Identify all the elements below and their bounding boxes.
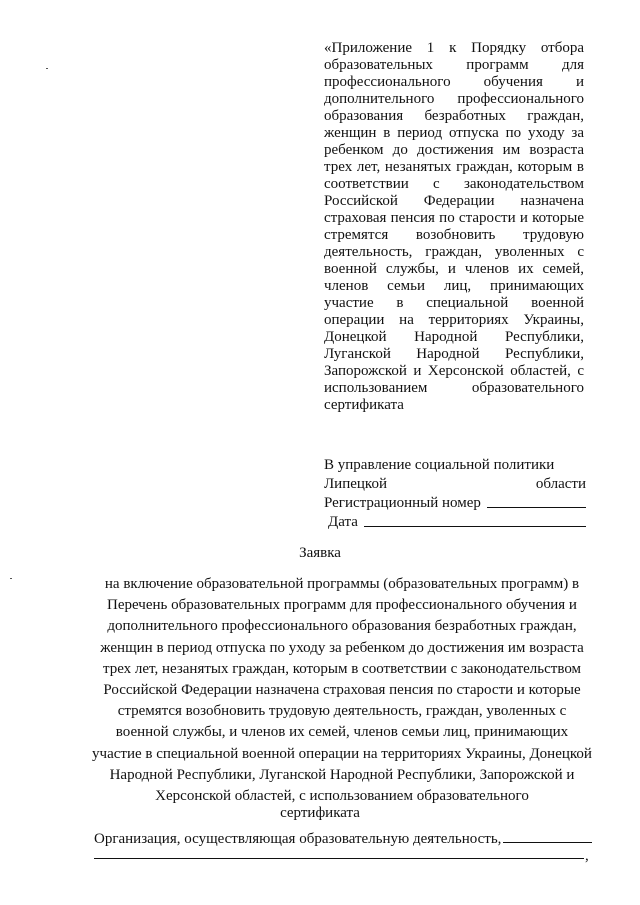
addressee-region: Липецкой [324, 476, 387, 492]
date-label: Дата [328, 514, 358, 530]
addressee-region-suffix: области [535, 476, 586, 492]
registration-number-row [324, 494, 586, 513]
addressee-block [324, 456, 586, 532]
organization-field[interactable] [503, 829, 592, 843]
organization-row [94, 829, 592, 848]
registration-number-label: Регистрационный номер [324, 495, 481, 511]
organization-label: Организация, осуществляющая образовательную деятельность, [94, 831, 502, 847]
addressee-line-2 [324, 475, 586, 494]
application-subject: на включение образовательной программы (образовательных программ) в Перечень образовательных программ для профессионального обучения и дополнительного профессионального образования безработных граждан, женщин в период отпуска по уходу за ребенком до достижения им возраста трех лет, незанятых граждан, которым в соответствии с законодательством Российской Федерации назначена страховая пенсия по старости и которые стремятся возобновить трудовую деятельность, граждан, уволенных с военной службы, и членов их семей, членов семьи лиц, принимающих участие в специальной военной операции на территориях Украины, Донецкой Народной Республики, Луганской Народной Республики, Запорожской и Херсонской областей, с использованием образовательного [92, 576, 592, 805]
date-field[interactable] [364, 513, 586, 527]
date-row [324, 513, 586, 532]
addressee-line-1 [324, 456, 586, 475]
appendix-reference: «Приложение 1 к Порядку отбора образовательных программ для профессионального обучения и дополнительного профессионального образования безработных граждан, женщин в период отпуска по уходу за ребенком до достижения им возраста трех лет, незанятых граждан, которым в соответствии с законодательством Российской Федерации назначена страховая пенсия по старости и которые стремятся возобновить трудовую деятельность, граждан, уволенных с военной службы, и членов их семей, членов семьи лиц, принимающих участие в специальной военной операции на территориях Украины, Донецкой Народной Республики, Луганской Народной Республики, Запорожской и Херсонской областей, с использованием образовательного сертификата [324, 40, 584, 413]
addressee-department: В управление социальной политики [324, 457, 555, 473]
document-title: Заявка [299, 545, 341, 561]
application-subject-tail: сертификата [280, 805, 360, 821]
trailing-comma: , [585, 848, 589, 864]
registration-number-field[interactable] [487, 494, 586, 508]
organization-continuation-field[interactable] [94, 858, 584, 859]
scan-speck [10, 578, 12, 579]
scan-speck [46, 68, 48, 69]
